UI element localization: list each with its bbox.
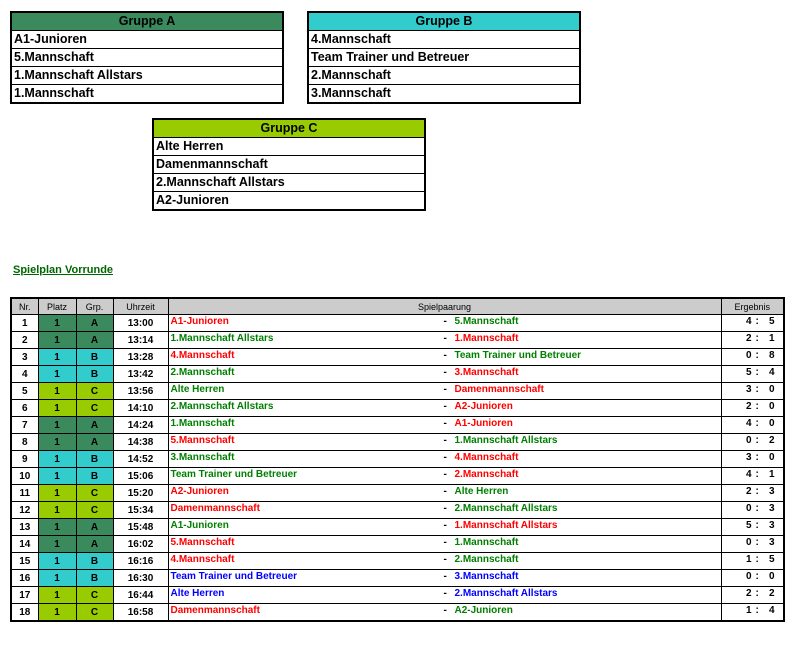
match-group: C: [76, 604, 113, 622]
match-nr: 7: [11, 417, 38, 434]
pairing-separator: -: [443, 605, 447, 616]
away-score: 8: [768, 350, 775, 361]
home-score: 4: [745, 418, 752, 429]
home-team: Alte Herren: [170, 384, 225, 395]
table-row: [11, 417, 784, 434]
header-uhrzeit: Uhrzeit: [113, 298, 168, 315]
match-result: [721, 502, 784, 519]
away-score: 5: [768, 554, 775, 565]
home-team: 4.Mannschaft: [170, 350, 235, 361]
pairing-separator: -: [443, 554, 447, 565]
away-score: 2: [768, 435, 775, 446]
home-team: Team Trainer und Betreuer: [170, 469, 298, 480]
match-group: A: [76, 434, 113, 451]
table-row: [11, 315, 784, 332]
match-nr: 12: [11, 502, 38, 519]
match-result: [721, 570, 784, 587]
group-a-team: 1.Mannschaft: [14, 86, 94, 100]
home-team: Team Trainer und Betreuer: [170, 571, 298, 582]
pairing-separator: -: [443, 588, 447, 599]
match-group: A: [76, 417, 113, 434]
away-team: 2.Mannschaft: [454, 554, 519, 565]
home-score: 4: [745, 316, 752, 327]
match-result: [721, 468, 784, 485]
match-nr: 11: [11, 485, 38, 502]
away-team: 2.Mannschaft: [454, 469, 519, 480]
match-platz: 1: [38, 451, 76, 468]
score-colon: :: [755, 367, 759, 378]
pairing-separator: -: [443, 452, 447, 463]
header-nr: Nr.: [11, 298, 38, 315]
match-group: C: [76, 587, 113, 604]
score-colon: :: [755, 435, 759, 446]
match-result: [721, 349, 784, 366]
away-team: Alte Herren: [454, 486, 509, 497]
away-team: Team Trainer und Betreuer: [454, 350, 582, 361]
table-row: [11, 604, 784, 622]
home-team: 3.Mannschaft: [170, 452, 235, 463]
home-score: 5: [745, 520, 752, 531]
match-time: 14:38: [113, 434, 168, 451]
match-time: 14:52: [113, 451, 168, 468]
match-platz: 1: [38, 536, 76, 553]
match-time: 14:24: [113, 417, 168, 434]
match-platz: 1: [38, 434, 76, 451]
away-score: 3: [768, 520, 775, 531]
match-group: C: [76, 383, 113, 400]
home-score: 3: [745, 384, 752, 395]
home-team: A2-Junioren: [170, 486, 229, 497]
match-platz: 1: [38, 519, 76, 536]
match-result: [721, 587, 784, 604]
home-score: 0: [745, 350, 752, 361]
match-group: B: [76, 570, 113, 587]
group-a-table: [10, 11, 284, 104]
match-time: 13:14: [113, 332, 168, 349]
match-group: A: [76, 536, 113, 553]
match-time: 16:02: [113, 536, 168, 553]
match-pairing: [168, 315, 721, 332]
match-platz: 1: [38, 383, 76, 400]
pairing-separator: -: [443, 571, 447, 582]
match-result: [721, 383, 784, 400]
group-b-table: [307, 11, 581, 104]
table-row: [11, 366, 784, 383]
match-pairing: [168, 383, 721, 400]
away-team: Damenmannschaft: [454, 384, 544, 395]
group-b-team: 4.Mannschaft: [309, 31, 579, 49]
match-platz: 1: [38, 604, 76, 622]
home-score: 4: [745, 469, 752, 480]
group-c-team: A2-Junioren: [156, 193, 229, 207]
match-group: B: [76, 366, 113, 383]
away-score: 3: [768, 537, 775, 548]
match-pairing: [168, 468, 721, 485]
table-row: [11, 485, 784, 502]
score-colon: :: [755, 333, 759, 344]
match-platz: 1: [38, 332, 76, 349]
group-c-header: Gruppe C: [154, 120, 424, 138]
match-platz: 1: [38, 315, 76, 332]
match-group: B: [76, 451, 113, 468]
home-team: Alte Herren: [170, 588, 225, 599]
away-team: 3.Mannschaft: [454, 367, 519, 378]
match-nr: 3: [11, 349, 38, 366]
match-group: C: [76, 485, 113, 502]
match-group: A: [76, 315, 113, 332]
table-row: [11, 468, 784, 485]
match-platz: 1: [38, 502, 76, 519]
group-b-header: Gruppe B: [309, 13, 579, 31]
pairing-separator: -: [443, 537, 447, 548]
match-pairing: [168, 400, 721, 417]
match-platz: 1: [38, 417, 76, 434]
score-colon: :: [755, 418, 759, 429]
match-result: [721, 332, 784, 349]
group-a-header: Gruppe A: [12, 13, 282, 31]
home-score: 1: [745, 554, 752, 565]
header-ergebnis: Ergebnis: [721, 298, 784, 315]
match-pairing: [168, 434, 721, 451]
pairing-separator: -: [443, 333, 447, 344]
home-team: 1.Mannschaft: [170, 418, 235, 429]
away-score: 0: [768, 384, 775, 395]
match-result: [721, 604, 784, 622]
match-result: [721, 434, 784, 451]
away-team: 4.Mannschaft: [454, 452, 519, 463]
match-pairing: [168, 485, 721, 502]
match-platz: 1: [38, 400, 76, 417]
match-result: [721, 400, 784, 417]
home-team: 1.Mannschaft Allstars: [170, 333, 274, 344]
group-b-team: 2.Mannschaft: [309, 67, 579, 85]
match-platz: 1: [38, 366, 76, 383]
match-nr: 6: [11, 400, 38, 417]
match-time: 13:28: [113, 349, 168, 366]
match-platz: 1: [38, 570, 76, 587]
pairing-separator: -: [443, 520, 447, 531]
match-pairing: [168, 553, 721, 570]
score-colon: :: [755, 384, 759, 395]
home-team: A1-Junioren: [170, 520, 229, 531]
home-score: 2: [745, 486, 752, 497]
match-nr: 17: [11, 587, 38, 604]
table-row: [11, 536, 784, 553]
match-time: 15:20: [113, 485, 168, 502]
group-b-team: Team Trainer und Betreuer: [309, 49, 579, 67]
away-score: 0: [768, 401, 775, 412]
home-team: 5.Mannschaft: [170, 435, 235, 446]
match-nr: 1: [11, 315, 38, 332]
match-nr: 2: [11, 332, 38, 349]
match-nr: 13: [11, 519, 38, 536]
away-score: 4: [768, 605, 775, 616]
match-time: 16:58: [113, 604, 168, 622]
match-group: B: [76, 468, 113, 485]
match-platz: 1: [38, 587, 76, 604]
pairing-separator: -: [443, 401, 447, 412]
score-colon: :: [755, 571, 759, 582]
schedule-table: [10, 297, 785, 622]
match-time: 13:56: [113, 383, 168, 400]
home-team: A1-Junioren: [170, 316, 229, 327]
score-colon: :: [755, 401, 759, 412]
match-group: B: [76, 553, 113, 570]
match-group: A: [76, 332, 113, 349]
home-score: 1: [745, 605, 752, 616]
schedule-header-row: [11, 298, 784, 315]
away-team: 2.Mannschaft Allstars: [454, 503, 558, 514]
score-colon: :: [755, 554, 759, 565]
table-row: [11, 553, 784, 570]
home-score: 0: [745, 435, 752, 446]
table-row: [11, 400, 784, 417]
away-score: 1: [768, 469, 775, 480]
match-group: A: [76, 519, 113, 536]
match-group: B: [76, 349, 113, 366]
home-score: 2: [745, 588, 752, 599]
group-c-team: 2.Mannschaft Allstars: [154, 174, 424, 192]
away-team: 1.Mannschaft: [454, 333, 519, 344]
match-pairing: [168, 604, 721, 622]
group-c-table: [152, 118, 426, 211]
match-group: C: [76, 502, 113, 519]
away-score: 3: [768, 503, 775, 514]
score-colon: :: [755, 350, 759, 361]
match-platz: 1: [38, 349, 76, 366]
away-score: 0: [768, 418, 775, 429]
home-score: 2: [745, 333, 752, 344]
match-time: 13:42: [113, 366, 168, 383]
match-nr: 16: [11, 570, 38, 587]
away-score: 2: [768, 588, 775, 599]
match-pairing: [168, 332, 721, 349]
away-team: 3.Mannschaft: [454, 571, 519, 582]
away-score: 1: [768, 333, 775, 344]
match-group: C: [76, 400, 113, 417]
match-pairing: [168, 366, 721, 383]
header-grp: Grp.: [76, 298, 113, 315]
score-colon: :: [755, 452, 759, 463]
pairing-separator: -: [443, 469, 447, 480]
away-score: 5: [768, 316, 775, 327]
score-colon: :: [755, 486, 759, 497]
match-pairing: [168, 451, 721, 468]
home-team: 5.Mannschaft: [170, 537, 235, 548]
table-row: [11, 383, 784, 400]
home-score: 3: [745, 452, 752, 463]
pairing-separator: -: [443, 384, 447, 395]
group-c-team: Damenmannschaft: [154, 156, 424, 174]
match-pairing: [168, 349, 721, 366]
match-result: [721, 417, 784, 434]
table-row: [11, 332, 784, 349]
match-platz: 1: [38, 553, 76, 570]
away-score: 4: [768, 367, 775, 378]
match-result: [721, 519, 784, 536]
score-colon: :: [755, 503, 759, 514]
match-result: [721, 536, 784, 553]
match-pairing: [168, 536, 721, 553]
match-time: 14:10: [113, 400, 168, 417]
away-team: A1-Junioren: [454, 418, 513, 429]
home-team: Damenmannschaft: [170, 605, 260, 616]
home-score: 0: [745, 503, 752, 514]
table-row: [11, 451, 784, 468]
score-colon: :: [755, 520, 759, 531]
away-team: 1.Mannschaft Allstars: [454, 520, 558, 531]
match-result: [721, 451, 784, 468]
group-b-team: 3.Mannschaft: [311, 86, 391, 100]
table-row: [11, 587, 784, 604]
match-time: 15:34: [113, 502, 168, 519]
match-nr: 10: [11, 468, 38, 485]
table-row: [11, 570, 784, 587]
match-result: [721, 315, 784, 332]
match-nr: 8: [11, 434, 38, 451]
score-colon: :: [755, 469, 759, 480]
match-pairing: [168, 417, 721, 434]
home-team: Damenmannschaft: [170, 503, 260, 514]
home-score: 0: [745, 571, 752, 582]
match-result: [721, 553, 784, 570]
away-team: 2.Mannschaft Allstars: [454, 588, 558, 599]
home-team: 2.Mannschaft Allstars: [170, 401, 274, 412]
header-spielpaarung: Spielpaarung: [168, 298, 721, 315]
match-pairing: [168, 570, 721, 587]
match-nr: 9: [11, 451, 38, 468]
table-row: [11, 349, 784, 366]
table-row: [11, 519, 784, 536]
match-pairing: [168, 502, 721, 519]
home-team: 2.Mannschaft: [170, 367, 235, 378]
match-time: 16:16: [113, 553, 168, 570]
away-team: 5.Mannschaft: [454, 316, 519, 327]
match-platz: 1: [38, 485, 76, 502]
home-score: 5: [745, 367, 752, 378]
match-result: [721, 366, 784, 383]
match-nr: 4: [11, 366, 38, 383]
pairing-separator: -: [443, 486, 447, 497]
match-platz: 1: [38, 468, 76, 485]
pairing-separator: -: [443, 367, 447, 378]
match-pairing: [168, 519, 721, 536]
home-team: 4.Mannschaft: [170, 554, 235, 565]
pairing-separator: -: [443, 350, 447, 361]
score-colon: :: [755, 605, 759, 616]
away-team: 1.Mannschaft Allstars: [454, 435, 558, 446]
score-colon: :: [755, 588, 759, 599]
group-a-team: 5.Mannschaft: [12, 49, 282, 67]
group-a-team: A1-Junioren: [12, 31, 282, 49]
away-team: A2-Junioren: [454, 401, 513, 412]
home-score: 2: [745, 401, 752, 412]
away-team: A2-Junioren: [454, 605, 513, 616]
away-score: 0: [768, 571, 775, 582]
table-row: [11, 434, 784, 451]
pairing-separator: -: [443, 435, 447, 446]
home-score: 0: [745, 537, 752, 548]
pairing-separator: -: [443, 418, 447, 429]
score-colon: :: [755, 537, 759, 548]
away-team: 1.Mannschaft: [454, 537, 519, 548]
away-score: 0: [768, 452, 775, 463]
away-score: 3: [768, 486, 775, 497]
group-a-team: 1.Mannschaft Allstars: [12, 67, 282, 85]
match-result: [721, 485, 784, 502]
match-nr: 18: [11, 604, 38, 622]
match-nr: 14: [11, 536, 38, 553]
group-c-team: Alte Herren: [154, 138, 424, 156]
match-time: 15:06: [113, 468, 168, 485]
header-platz: Platz: [38, 298, 76, 315]
pairing-separator: -: [443, 503, 447, 514]
match-time: 16:44: [113, 587, 168, 604]
schedule-title: Spielplan Vorrunde: [13, 264, 114, 276]
match-nr: 5: [11, 383, 38, 400]
score-colon: :: [755, 316, 759, 327]
match-pairing: [168, 587, 721, 604]
match-time: 16:30: [113, 570, 168, 587]
match-time: 15:48: [113, 519, 168, 536]
match-time: 13:00: [113, 315, 168, 332]
pairing-separator: -: [443, 316, 447, 327]
table-row: [11, 502, 784, 519]
match-nr: 15: [11, 553, 38, 570]
